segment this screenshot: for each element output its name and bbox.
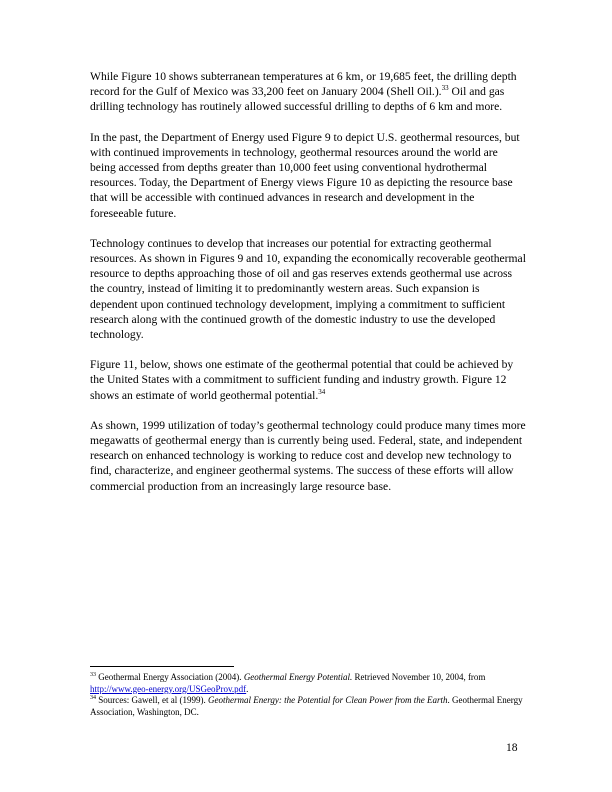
body-text (90, 69, 526, 509)
footnote-ref-33: 33 (441, 84, 449, 93)
footnote-ref-34: 34 (318, 387, 326, 396)
footnote-separator (90, 666, 234, 667)
paragraph-utilization: As shown, 1999 utilization of today’s geothermal technology could produce many times more megawatts of geothermal energy than is currently being used. Federal, state, and independent research on enhanced technology is working to reduce cost and develop new technology to find, characterize, and engineer geothermal systems. The success of these efforts will allow commercial production from an increasingly large resource base. (90, 418, 526, 493)
footnotes (90, 672, 526, 718)
footnote-33: $^{33}$ Geothermal Energy Association (2004). Geothermal Energy Potential. Retrieved November 10, 2004, from http://www.geo-energy.org/USGeoProv.pdf. (90, 672, 486, 694)
paragraph-technology: Technology continues to develop that increases our potential for extracting geothermal resources. As shown in Figures 9 and 10, expanding the economically recoverable geothermal resource to depths approaching those of oil and gas reserves extends geothermal use across the country, instead of limiting it to predominantly western areas. Such expansion is dependent upon continued technology development, implying a commitment to sufficient research along with the continued growth of the domestic industry to use the developed technology. (90, 236, 526, 342)
footnote-link[interactable]: http://www.geo-energy.org/USGeoProv.pdf (90, 683, 247, 694)
footnote-34: $^{34}$ Sources: Gawell, et al (1999). Geothermal Energy: the Potential for Clean Power from the Earth. Geothermal Energy Association, Washington, DC. (90, 695, 523, 717)
paragraph-doe-figures: In the past, the Department of Energy used Figure 9 to depict U.S. geothermal resources, but with continued improvements in technology, geothermal resources around the world are being accessed from depths greater than 10,000 feet using conventional hydrothermal resources. Today, the Department of Energy views Figure 10 as depicting the resource base that will be accessible with continued advances in research and development in the foreseeable future. (90, 130, 520, 220)
paragraph-drilling-record: While Figure 10 shows subterranean temperatures at 6 km, or 19,685 feet, the drilling depth record for the Gulf of Mexico was 33,200 feet on January 2004 (Shell Oil.).$^{33}$ Oil and gas drilling technology has routinely allowed successful drilling to depths of 6 km and more. (90, 70, 517, 114)
page-number: 18 (506, 741, 518, 754)
paragraph-figure-11: Figure 11, below, shows one estimate of the geothermal potential that could be achieved by the United States with a commitment to sufficient funding and industry growth. Figure 12 shows an estimate of world geothermal potential.$^{34}$ (90, 358, 514, 402)
